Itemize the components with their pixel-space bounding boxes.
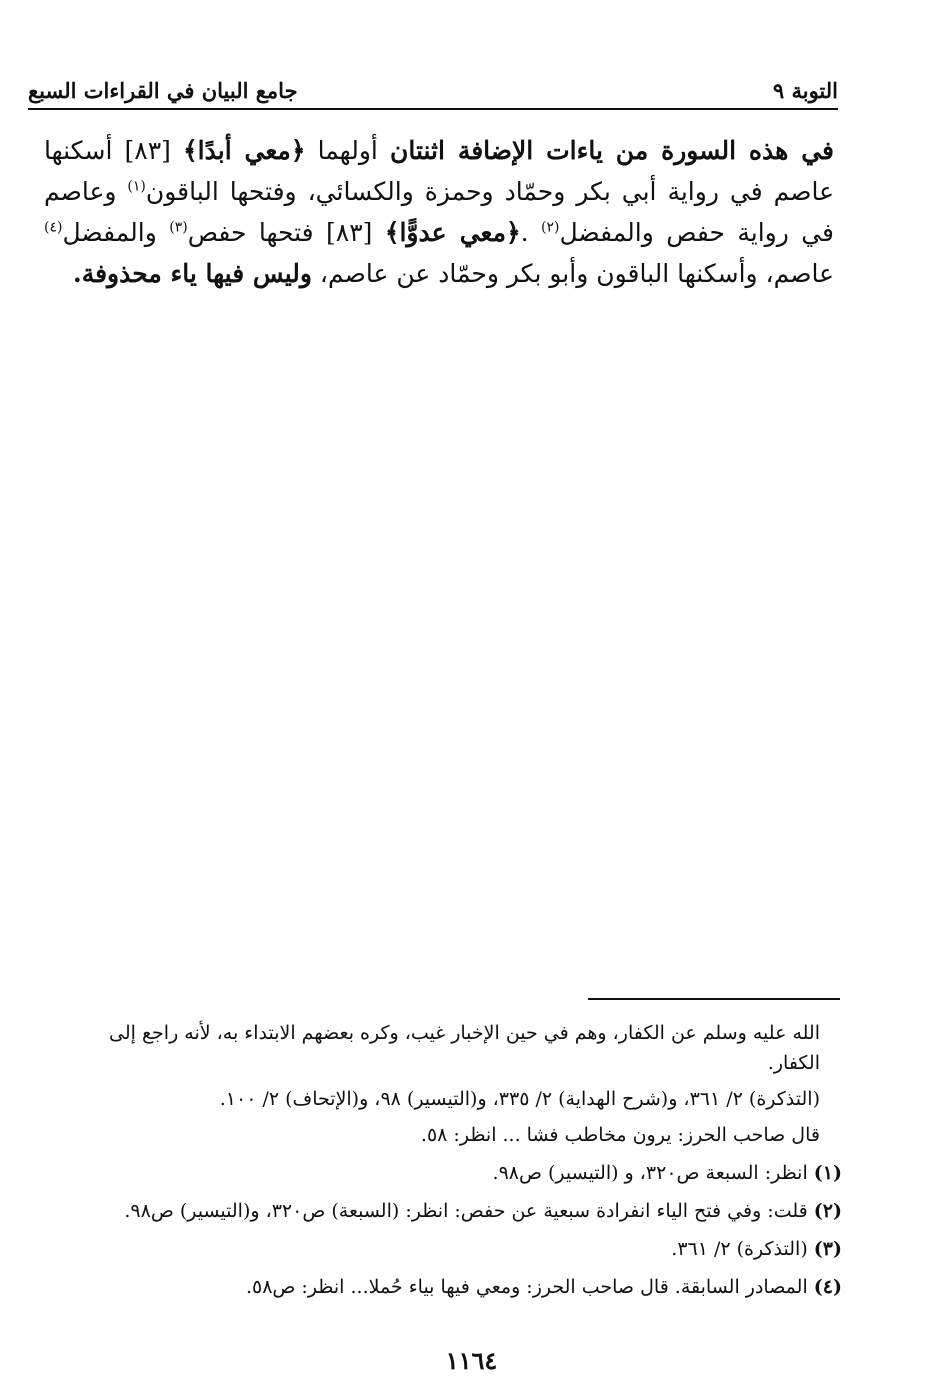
verse-ref-1: [٨٣] <box>112 136 184 165</box>
text-segment: أولهما <box>305 136 390 165</box>
main-paragraph <box>44 130 834 294</box>
text-segment: وعاصم في رواية حفص والمفضل <box>44 177 835 247</box>
quran-quote-1: ﴿معي أبدًا﴾ <box>183 136 306 165</box>
footnote-ref-3[interactable]: (٣) <box>169 219 188 236</box>
footnote-number: (٣) <box>813 1238 842 1260</box>
footnote-1 <box>52 1158 842 1188</box>
text-segment: فتحها حفص <box>187 218 314 247</box>
running-header <box>28 72 838 108</box>
quran-quote-2: ﴿معي عدوًّا﴾ <box>384 218 521 247</box>
footnote-text: انظر: السبعة ص٣٢٠، و (التيسير) ص٩٨. <box>492 1162 814 1184</box>
footnote-continuation: قال صاحب الحرز: يرون مخاطب فشا ... انظر: ٥٨. <box>420 1124 820 1146</box>
intro-bold: في هذه السورة من ياءات الإضافة اثنتان <box>389 136 835 165</box>
page-number: ١١٦٤ <box>445 1346 498 1375</box>
text-segment: عاصم، وأسكنها الباقون وأبو بكر وحمّاد عن عاصم، <box>311 259 834 288</box>
footnote-number: (١) <box>813 1162 842 1184</box>
footnote-number: (٢) <box>813 1200 842 1222</box>
footnote-4 <box>52 1272 842 1302</box>
footnote-ref-2[interactable]: (٢) <box>541 219 560 236</box>
footnote-text: المصادر السابقة. قال صاحب الحرز: ومعي فيها بياء حُملا... انظر: ص٥٨. <box>245 1276 814 1298</box>
footnote-continuation: الله عليه وسلم عن الكفار، وهم في حين الإخبار غيب، وكره بعضهم الابتداء به، لأنه راجع إلى الكفار. <box>109 1022 820 1074</box>
text-segment: والمفضل <box>62 218 170 247</box>
footnote-ref-1[interactable]: (١) <box>127 178 146 195</box>
text-segment: . <box>520 218 541 247</box>
footnote-2 <box>52 1196 842 1226</box>
header-rule <box>28 108 838 110</box>
footnote-text: (التذكرة) ٢/ ٣٦١. <box>671 1238 814 1260</box>
footnote-3 <box>52 1234 842 1264</box>
footnote-separator <box>588 998 840 1000</box>
main-text <box>44 130 834 294</box>
header-section: التوبة ٩ <box>772 77 838 103</box>
footnote-continuation: (التذكرة) ٢/ ٣٦١، و(شرح الهداية) ٢/ ٣٣٥، و(التيسير) ٩٨، و(الإتحاف) ٢/ ١٠٠. <box>219 1088 820 1110</box>
footnote-text: قلت: وفي فتح الياء انفرادة سبعية عن حفص: انظر: (السبعة) ص٣٢٠، و(التيسير) ص٩٨. <box>124 1200 814 1222</box>
text-segment: أسكنها عاصم في رواية أبي بكر وحمّاد وحمزة والكسائي، وفتحها الباقون <box>44 136 834 206</box>
footnote-number: (٤) <box>813 1276 842 1298</box>
header-book-title: جامع البيان في القراءات السبع <box>28 77 298 103</box>
closing-bold: وليس فيها ياء محذوفة. <box>72 259 312 288</box>
footnote-ref-4[interactable]: (٤) <box>44 219 63 236</box>
verse-ref-2: [٨٣] <box>313 218 385 247</box>
footnotes <box>52 1018 842 1310</box>
